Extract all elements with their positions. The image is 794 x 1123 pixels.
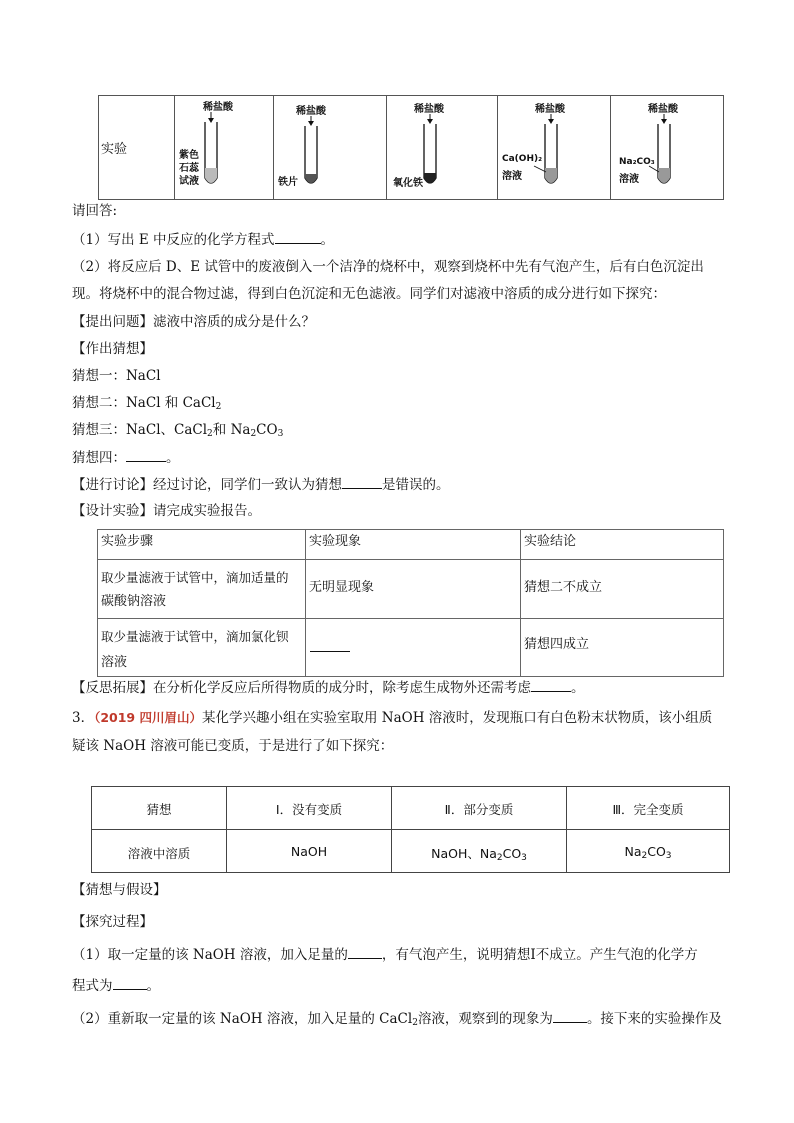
question-source: （2019 四川眉山） [94, 710, 202, 725]
apparatus-table [98, 95, 724, 200]
hypothesis-table [91, 786, 730, 873]
guess-three-text-a: 猜想三：NaCl、CaCl [72, 422, 208, 438]
tube-label-iron: 铁片 [278, 177, 298, 188]
answer-blank[interactable] [553, 1008, 587, 1023]
report-header-phenomenon: 实验现象 [309, 534, 362, 549]
test-tube-icon [498, 96, 611, 199]
answer-blank[interactable] [126, 447, 166, 462]
table-row-solute-label: 溶液中溶质 [127, 846, 191, 861]
report-row1-step [98, 564, 305, 616]
apparatus-cell-sodium-carbonate [610, 96, 723, 199]
apparatus-cell-iron [273, 96, 386, 199]
report-header-conclusion: 实验结论 [524, 534, 577, 549]
reagent-label: 稀盐酸 [535, 104, 565, 115]
guess-four-end: 。 [166, 450, 180, 466]
q2-part1 [72, 229, 334, 250]
table-cell-naoh-na2co3: NaOH、$Na_2CO_3$ [431, 846, 527, 863]
guess-heading: 【作出猜想】 [72, 341, 153, 357]
tube-label-litmus-2: 石蕊 [179, 163, 199, 174]
report-header-step: 实验步骤 [101, 534, 154, 549]
answer-blank[interactable] [113, 975, 147, 990]
answer-prompt: 请回答: [72, 203, 118, 219]
table-cell-naoh-na2co3-text: NaOH、Na [431, 846, 497, 861]
guess-four [72, 447, 180, 468]
q3-step1-text-b: ，有气泡产生，说明猜想Ⅰ不成立。产生气泡的化学方 [381, 947, 698, 963]
guess-one: 猜想一：NaCl [72, 368, 161, 384]
table-header-not-deteriorated: Ⅰ．没有变质 [275, 802, 343, 817]
report-row2-phenomenon-blank[interactable] [310, 651, 350, 652]
answer-blank[interactable] [275, 229, 321, 244]
raise-question: 【提出问题】滤液中溶质的成分是什么？ [72, 314, 315, 330]
process-heading: 【探究过程】 [72, 914, 153, 930]
table-cell-na2co3-text: Na [624, 844, 642, 859]
q3-step2-text-c: 。接下来的实验操作及 [586, 1011, 722, 1027]
hypothesis-heading: 【猜想与假设】 [72, 882, 167, 898]
q2-part2-line2: 现。将烧杯中的混合物过滤，得到白色沉淀和无色滤液。同学们对滤液中溶质的成分进行如下探究： [72, 286, 666, 302]
report-row1-step-line2: 碳酸钠溶液 [101, 594, 167, 609]
q3-step1-text-a: （1）取一定量的该 NaOH 溶液，加入足量的 [72, 947, 348, 963]
reflection [72, 677, 585, 698]
question-number: 3． [72, 710, 95, 726]
q2-part1-end: 。 [320, 232, 335, 248]
tube-label-na2co3-1: Na₂CO₃ [619, 157, 655, 167]
reflection-text: 【反思拓展】在分析化学反应后所得物质的成分时，除考虑生成物外还需考虑 [72, 680, 531, 696]
report-row1-step-line1: 取少量滤液于试管中，滴加适量的 [101, 570, 289, 585]
report-row2-step-line1: 取少量滤液于试管中，滴加氯化钡 [101, 629, 289, 644]
q3-step1-end: 。 [146, 978, 160, 994]
guess-three-text-b: 和 Na [212, 422, 251, 438]
apparatus-cell-litmus [174, 96, 273, 199]
reflection-end: 。 [571, 680, 585, 696]
reagent-label: 稀盐酸 [203, 102, 233, 113]
apparatus-cell-iron-oxide [386, 96, 497, 199]
guess-two-text: 猜想二：NaCl 和 CaCl [72, 395, 216, 411]
report-row1-conclusion: 猜想二不成立 [524, 580, 603, 595]
discussion [72, 474, 450, 495]
table-cell-na2co3: $Na_2CO_3$ [624, 844, 672, 861]
reagent-label: 稀盐酸 [648, 104, 678, 115]
design-experiment: 【设计实验】请完成实验报告。 [72, 503, 261, 519]
q3-step2-text-a: （2）重新取一定量的该 NaOH 溶液，加入足量的 CaCl [72, 1011, 413, 1027]
q3-line1 [72, 708, 712, 728]
q3-step2: （2）重新取一定量的该 NaOH 溶液，加入足量的 CaCl$_2$溶液，观察到的现象为 。接下来的实验操作及 [72, 1008, 722, 1029]
tube-label-iron-oxide: 氧化铁 [393, 178, 423, 189]
q3-step2-text-b: 溶液，观察到的现象为 [417, 1011, 553, 1027]
reagent-label: 稀盐酸 [414, 104, 444, 115]
answer-blank[interactable] [348, 944, 382, 959]
table-header-complete: Ⅲ．完全变质 [612, 802, 684, 817]
table-cell-naoh: NaOH [290, 844, 328, 859]
tube-label-caoh2-2: 溶液 [502, 171, 522, 182]
q3-step1 [72, 944, 698, 965]
report-row2-step-line2: 溶液 [101, 655, 128, 670]
report-row1-phenomenon: 无明显现象 [309, 580, 375, 595]
guess-three: 猜想三：NaCl、CaCl$_2$和 $Na_2CO_3$ [72, 422, 284, 439]
discussion-end: 是错误的。 [382, 477, 450, 493]
tube-label-litmus-3: 试液 [179, 176, 199, 187]
guess-four-text: 猜想四： [72, 450, 126, 466]
reagent-label: 稀盐酸 [296, 106, 326, 117]
q3-step1-line2-text: 程式为 [72, 978, 113, 994]
report-row2-step [98, 622, 305, 678]
experiment-report-table [97, 529, 724, 677]
apparatus-cell-calcium-hydroxide [497, 96, 610, 199]
answer-blank[interactable] [342, 474, 382, 489]
table-header-partial: Ⅱ．部分变质 [444, 802, 514, 817]
answer-blank[interactable] [531, 677, 571, 692]
discussion-text: 【进行讨论】经过讨论，同学们一致认为猜想 [72, 477, 342, 493]
q3-step1-line2 [72, 975, 160, 996]
q2-part2-line1: （2）将反应后 D、E 试管中的废液倒入一个洁净的烧杯中，观察到烧杯中先有气泡产生，后有白色沉淀出 [72, 259, 704, 275]
q2-part1-text: （1）写出 E 中反应的化学方程式 [72, 232, 275, 248]
tube-label-caoh2-1: Ca(OH)₂ [502, 154, 543, 164]
table-header-guess: 猜想 [146, 802, 172, 817]
apparatus-row-label: 实验 [101, 142, 128, 157]
q3-line1-text: 某化学兴趣小组在实验室取用 NaOH 溶液时，发现瓶口有白色粉末状物质，该小组质 [202, 710, 713, 726]
q3-line2: 疑该 NaOH 溶液可能已变质，于是进行了如下探究： [72, 738, 394, 754]
tube-label-litmus-1: 紫色 [179, 150, 199, 161]
guess-two: 猜想二：NaCl 和 CaCl$_2$ [72, 395, 222, 412]
report-row2-conclusion: 猜想四成立 [524, 637, 590, 652]
guess-three-text-c: CO [256, 422, 278, 438]
tube-label-na2co3-2: 溶液 [619, 174, 639, 185]
